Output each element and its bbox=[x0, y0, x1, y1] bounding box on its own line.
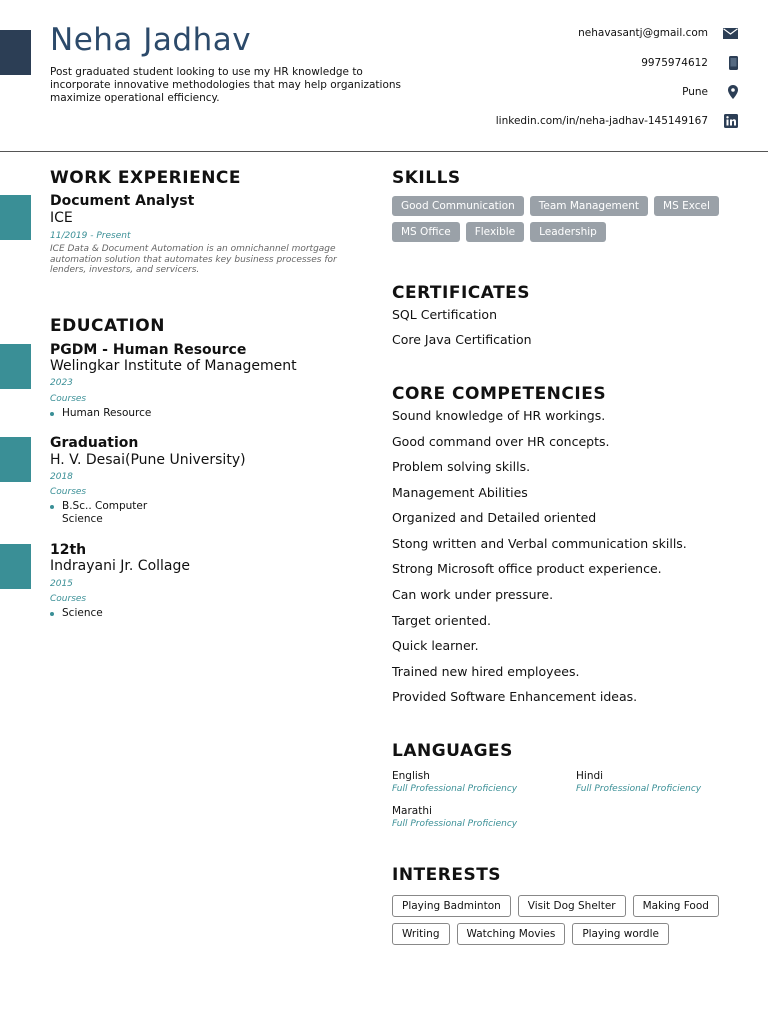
skill-tag: Team Management bbox=[530, 196, 648, 216]
competency-item: Problem solving skills. bbox=[392, 459, 531, 474]
contact-linkedin[interactable] bbox=[496, 114, 738, 128]
language-level: Full Professional Proficiency bbox=[576, 784, 702, 794]
bullet-dot-icon bbox=[50, 412, 54, 416]
language-level: Full Professional Proficiency bbox=[392, 784, 518, 794]
education-accent-block bbox=[0, 437, 31, 482]
education-degree: PGDM - Human Resource bbox=[50, 342, 247, 358]
interests-heading: INTERESTS bbox=[392, 865, 502, 885]
education-degree: 12th bbox=[50, 542, 87, 558]
skills-heading: SKILLS bbox=[392, 168, 461, 188]
skills-row bbox=[392, 196, 719, 216]
linkedin-text[interactable]: linkedin.com/in/neha-jadhav-145149167 bbox=[495, 115, 708, 127]
language-name: Hindi bbox=[576, 770, 604, 782]
education-year: 2018 bbox=[50, 472, 73, 482]
competency-item: Management Abilities bbox=[392, 485, 528, 500]
contact-email[interactable] bbox=[578, 27, 738, 39]
competency-item: Stong written and Verbal communication skills. bbox=[392, 536, 687, 551]
course-text: Human Resource bbox=[62, 407, 152, 419]
phone-icon bbox=[708, 56, 738, 70]
courses-label: Courses bbox=[50, 594, 87, 604]
interest-tag: Playing wordle bbox=[572, 923, 669, 945]
header-accent-bar bbox=[0, 30, 31, 75]
competency-item: Sound knowledge of HR workings. bbox=[392, 408, 606, 423]
courses-label: Courses bbox=[50, 394, 87, 404]
bullet-dot-icon bbox=[50, 612, 54, 616]
interests-row bbox=[392, 895, 719, 917]
competency-item: Good command over HR concepts. bbox=[392, 434, 610, 449]
email-text[interactable]: nehavasantj@gmail.com bbox=[578, 27, 708, 39]
course-text: Science bbox=[62, 607, 103, 619]
skills-row bbox=[392, 222, 606, 242]
work-accent-block bbox=[0, 195, 31, 240]
linkedin-icon[interactable] bbox=[708, 114, 738, 128]
map-pin-icon bbox=[708, 85, 738, 99]
education-school: Indrayani Jr. Collage bbox=[50, 558, 190, 574]
education-school: H. V. Desai(Pune University) bbox=[50, 452, 246, 468]
education-accent-block bbox=[0, 344, 31, 389]
interest-tag: Playing Badminton bbox=[392, 895, 511, 917]
competency-item: Provided Software Enhancement ideas. bbox=[392, 689, 638, 704]
profile-summary: Post graduated student looking to use my HR knowledge to incorporate innovative methodologies that may help organizations maximize operational efficiency. bbox=[50, 66, 402, 104]
education-heading: EDUCATION bbox=[50, 316, 165, 336]
competency-item: Trained new hired employees. bbox=[392, 664, 580, 679]
language-item bbox=[392, 770, 517, 794]
location-text: Pune bbox=[682, 86, 708, 98]
course-item bbox=[50, 607, 157, 620]
certificate-item: Core Java Certification bbox=[392, 332, 532, 347]
competency-item: Strong Microsoft office product experience. bbox=[392, 561, 662, 576]
candidate-name: Neha Jadhav bbox=[50, 22, 252, 58]
language-item bbox=[576, 770, 701, 794]
interest-tag: Writing bbox=[392, 923, 450, 945]
languages-heading: LANGUAGES bbox=[392, 741, 513, 761]
skill-tag: MS Office bbox=[392, 222, 460, 242]
interest-tag: Visit Dog Shelter bbox=[518, 895, 626, 917]
contact-location bbox=[682, 85, 738, 99]
resume-header bbox=[0, 0, 768, 152]
skill-tag: Good Communication bbox=[392, 196, 524, 216]
skill-tag: Leadership bbox=[530, 222, 606, 242]
language-item bbox=[392, 805, 517, 829]
job-company: ICE bbox=[50, 210, 73, 226]
phone-text[interactable]: 9975974612 bbox=[641, 57, 708, 69]
education-school: Welingkar Institute of Management bbox=[50, 358, 297, 374]
language-level: Full Professional Proficiency bbox=[392, 819, 518, 829]
bullet-dot-icon bbox=[50, 505, 54, 509]
competency-item: Target oriented. bbox=[392, 613, 492, 628]
education-year: 2015 bbox=[50, 579, 73, 589]
language-name: English bbox=[392, 770, 430, 782]
courses-label: Courses bbox=[50, 487, 87, 497]
education-accent-block bbox=[0, 544, 31, 589]
language-name: Marathi bbox=[392, 805, 432, 817]
skill-tag: Flexible bbox=[466, 222, 524, 242]
contact-phone[interactable] bbox=[641, 56, 738, 70]
interest-tag: Making Food bbox=[633, 895, 719, 917]
core-competencies-heading: CORE COMPETENCIES bbox=[392, 384, 607, 404]
interests-row bbox=[392, 923, 669, 945]
course-item bbox=[50, 407, 157, 420]
competency-item: Quick learner. bbox=[392, 638, 479, 653]
education-degree: Graduation bbox=[50, 435, 139, 451]
work-experience-heading: WORK EXPERIENCE bbox=[50, 168, 242, 188]
envelope-icon bbox=[708, 28, 738, 39]
interest-tag: Watching Movies bbox=[457, 923, 566, 945]
certificate-item: SQL Certification bbox=[392, 307, 497, 322]
job-description: ICE Data & Document Automation is an omnichannel mortgage automation solution that automates key business processes for lenders, investors, and servicers. bbox=[50, 244, 337, 275]
course-text: B.Sc.. Computer Science bbox=[62, 500, 148, 525]
job-dates: 11/2019 - Present bbox=[50, 231, 131, 241]
competency-item: Can work under pressure. bbox=[392, 587, 554, 602]
competency-item: Organized and Detailed oriented bbox=[392, 510, 597, 525]
course-item bbox=[50, 500, 157, 526]
certificates-heading: CERTIFICATES bbox=[392, 283, 531, 303]
education-year: 2023 bbox=[50, 378, 73, 388]
job-role: Document Analyst bbox=[50, 193, 195, 209]
skill-tag: MS Excel bbox=[654, 196, 719, 216]
